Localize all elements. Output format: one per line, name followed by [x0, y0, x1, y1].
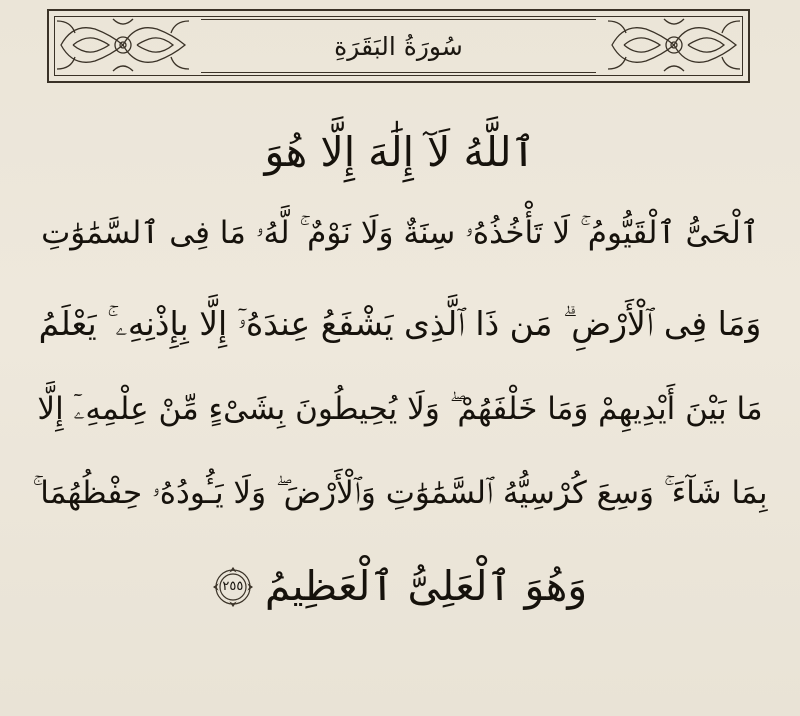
verse-line-6: وَهُوَ ٱلْعَلِىُّ ٱلْعَظِيمُ — [264, 562, 588, 610]
left-ornament-icon — [53, 15, 193, 75]
right-ornament-icon — [604, 15, 744, 75]
verse-line-4: مَا بَيْنَ أَيْدِيهِمْ وَمَا خَلْفَهُمْ ۖ وَلَا يُحِيطُونَ بِشَىْءٍ مِّنْ عِلْمِهِۦٓ إِلَّا — [37, 391, 763, 427]
verse-line-3: وَمَا فِى ٱلْأَرْضِ ۗ مَن ذَا ٱلَّذِى يَشْفَعُ عِندَهُۥٓ إِلَّا بِإِذْنِهِۦ ۚ يَعْلَمُ — [38, 304, 762, 343]
surah-title: سُورَةُ البَقَرَةِ — [334, 31, 463, 61]
verse-line-2: ٱلْحَىُّ ٱلْقَيُّومُ ۚ لَا تَأْخُذُهُۥ سِنَةٌ وَلَا نَوْمٌ ۚ لَّهُۥ مَا فِى ٱلسَّمَٰوَٰتِ — [41, 215, 759, 251]
ayah-end-marker-icon — [213, 567, 253, 607]
verse-line-6-row — [0, 562, 800, 610]
surah-header-frame — [47, 9, 750, 83]
surah-title-band — [201, 19, 596, 73]
verse-line-5: بِمَا شَآءَ ۚ وَسِعَ كُرْسِيُّهُ ٱلسَّمَٰوَٰتِ وَٱلْأَرْضَ ۖ وَلَا يَـُٔودُهُۥ حِفْظُهُمَا ۚ — [32, 475, 768, 511]
ayah-number: ٢٥٥ — [222, 579, 244, 594]
verse-line-1: ٱللَّهُ لَآ إِلَٰهَ إِلَّا هُوَ — [264, 128, 536, 176]
